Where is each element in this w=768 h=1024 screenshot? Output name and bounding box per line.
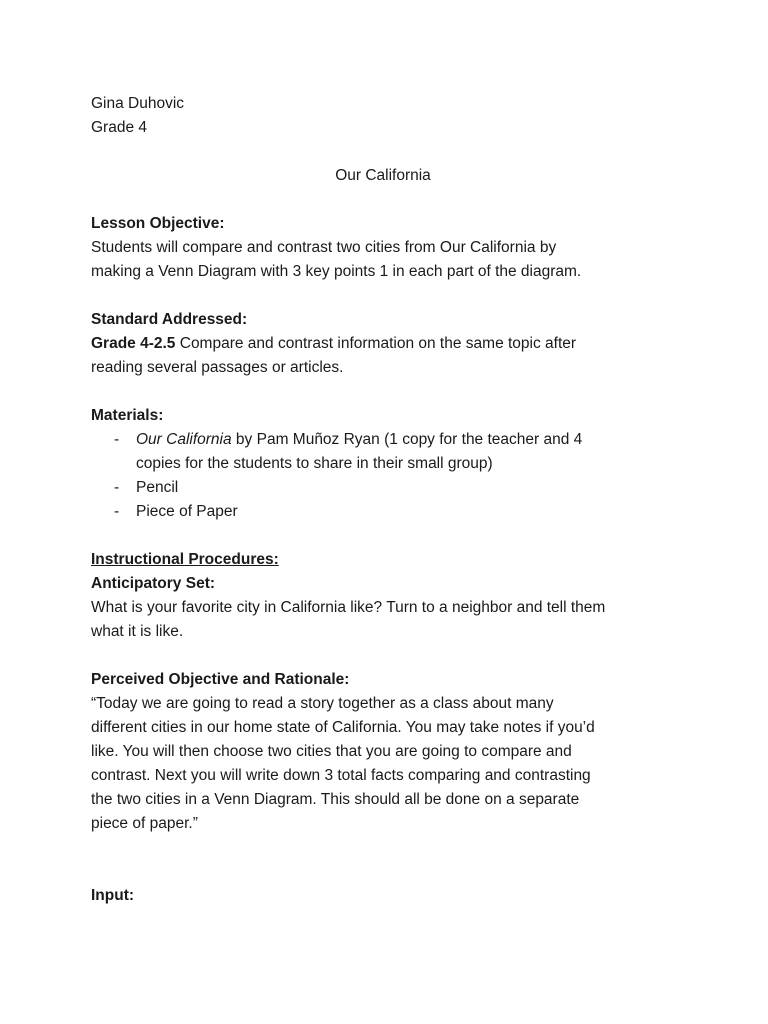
perceived-objective-line: “Today we are going to read a story together as a class about many (91, 695, 554, 712)
anticipatory-set-line: what it is like. (91, 623, 184, 640)
anticipatory-set-line: What is your favorite city in California like? Turn to a neighbor and tell them (91, 599, 606, 616)
lesson-objective-heading: Lesson Objective: (91, 215, 225, 232)
grade-level: Grade 4 (91, 119, 148, 136)
perceived-objective-line: the two cities in a Venn Diagram. This should all be done on a separate (91, 791, 580, 808)
materials-heading: Materials: (91, 407, 164, 424)
instructional-procedures-section (91, 548, 691, 644)
book-details: by Pam Muñoz Ryan (1 copy for the teacher and 4 (231, 431, 583, 448)
perceived-objective-line: like. You will then choose two cities that you are going to compare and (91, 743, 572, 760)
input-section (91, 884, 691, 908)
input-heading: Input: (91, 887, 135, 904)
perceived-objective-line: contrast. Next you will write down 3 total facts comparing and contrasting (91, 767, 591, 784)
document-page (91, 92, 691, 908)
standard-section (91, 308, 691, 380)
author-name: Gina Duhovic (91, 95, 185, 112)
materials-item-book (91, 428, 691, 476)
instructional-procedures-heading: Instructional Procedures: (91, 551, 279, 568)
perceived-objective-section (91, 668, 691, 836)
anticipatory-set-heading: Anticipatory Set: (91, 575, 216, 592)
lesson-objective-line: Students will compare and contrast two cities from Our California by (91, 239, 557, 256)
materials-item-pencil: - Pencil (91, 476, 691, 500)
lesson-objective-line: making a Venn Diagram with 3 key points 1 in each part of the diagram. (91, 263, 582, 280)
perceived-objective-line: different cities in our home state of California. You may take notes if you’d (91, 719, 595, 736)
standard-line: reading several passages or articles. (91, 359, 344, 376)
perceived-objective-heading: Perceived Objective and Rationale: (91, 671, 350, 688)
materials-item-paper: - Piece of Paper (91, 500, 691, 524)
standard-text: Compare and contrast information on the same topic after (175, 335, 577, 352)
materials-list (91, 428, 691, 524)
standard-code: Grade 4-2.5 (91, 335, 176, 352)
document-title: Our California (335, 167, 431, 184)
lesson-objective-section (91, 212, 691, 284)
materials-section (91, 404, 691, 524)
book-details-continued: copies for the students to share in their small group) (136, 455, 493, 472)
perceived-objective-line: piece of paper.” (91, 815, 198, 832)
standard-line (91, 332, 691, 356)
standard-heading: Standard Addressed: (91, 311, 248, 328)
book-title: Our California (136, 431, 232, 448)
